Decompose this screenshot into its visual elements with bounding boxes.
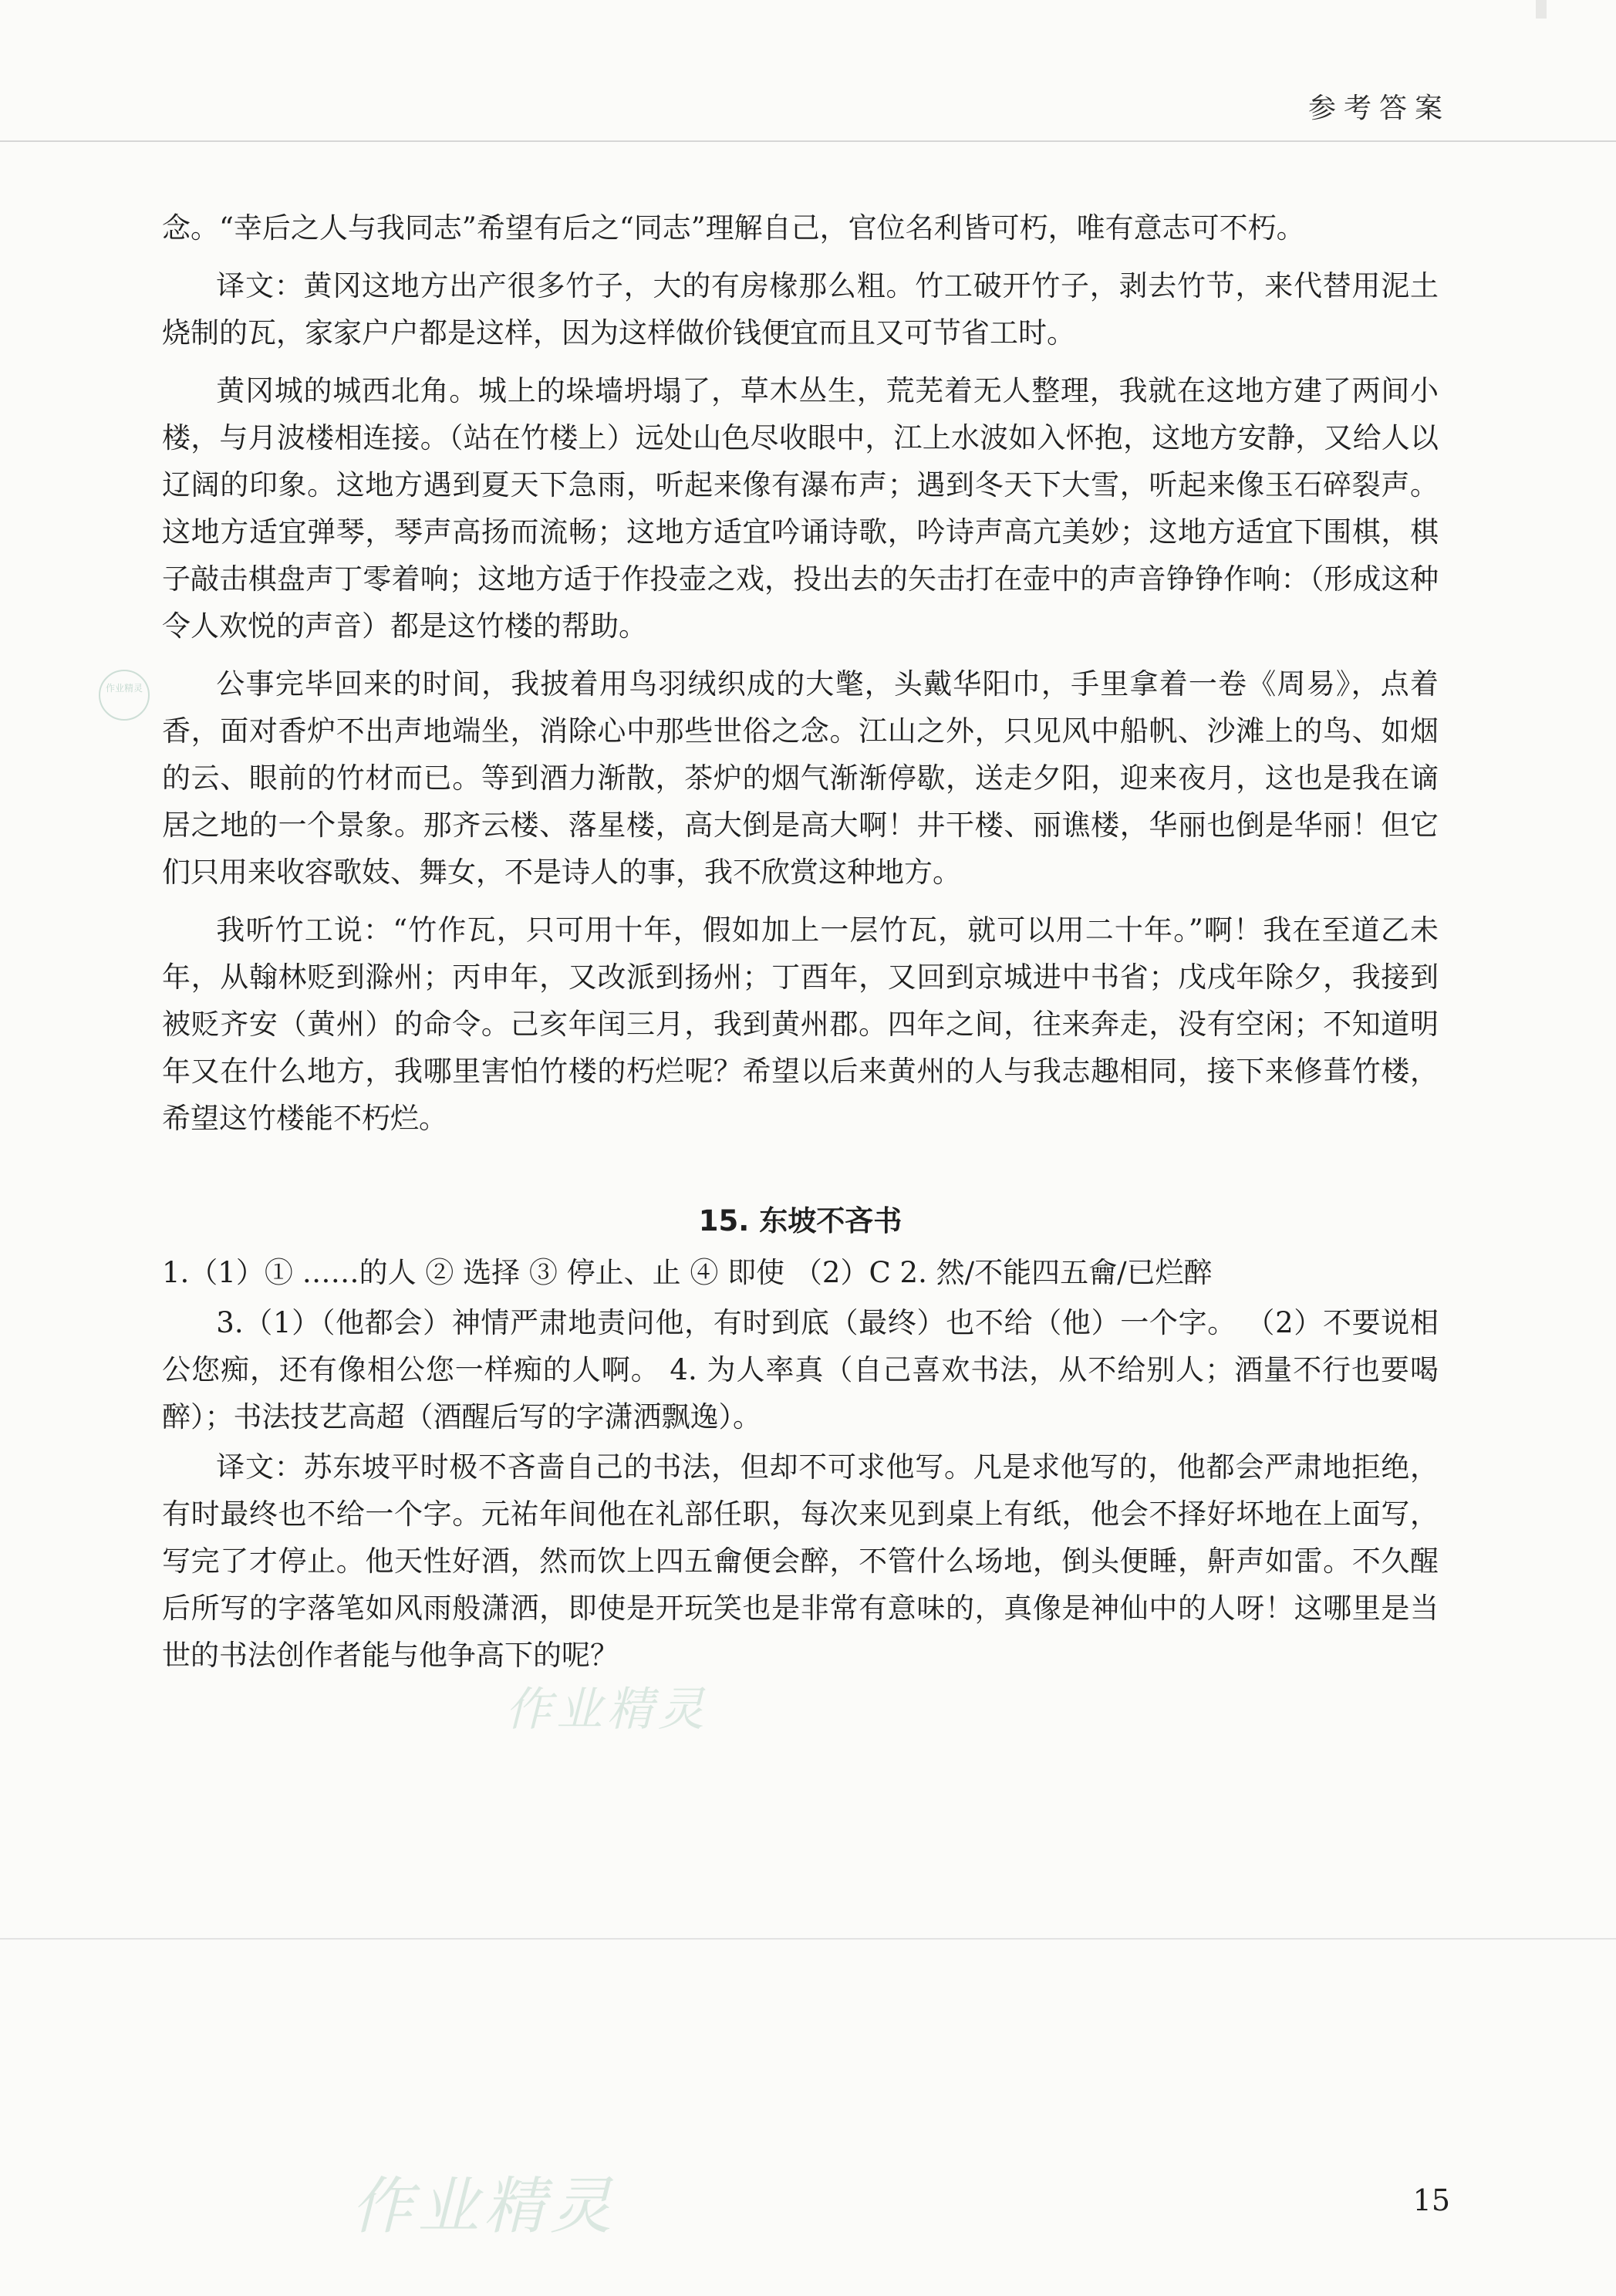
paragraph-dongpo-translation: 译文：苏东坡平时极不吝啬自己的书法，但却不可求他写。凡是求他写的，他都会严肃地拒绝，有时最终也不给一个字。元祐年间他在礼部任职，每次来见到桌上有纸，他会不择好坏地在上面写，写完了才停止。他天性好酒，然而饮上四五龠便会醉，不管什么场地，倒头便睡，鼾声如雷。不久醒后所写的字落笔如风雨般潇洒，即使是开玩笑也是非常有意味的，真像是神仙中的人呀！这哪里是当世的书法创作者能与他争高下的呢？	[162, 1450, 1439, 1672]
page-edge-mark	[1536, 0, 1547, 19]
page-number: 15	[1412, 2183, 1450, 2217]
paragraph-leisure: 公事完毕回来的时间，我披着用鸟羽绒织成的大氅，头戴华阳巾，手里拿着一卷《周易》，点着香，面对香炉不出声地端坐，消除心中那些世俗之念。江山之外，只见风中船帆、沙滩上的鸟、如烟的云、眼前的竹材而已。等到酒力渐散，茶炉的烟气渐渐停歇，送走夕阳，迎来夜月，这也是我在谪居之地的一个景象。那齐云楼、落星楼，高大倒是高大啊！井干楼、丽谯楼，华丽也倒是华丽！但它们只用来收容歌妓、舞女，不是诗人的事，我不欣赏这种地方。	[162, 667, 1439, 889]
watermark-stamp: 作业精灵	[99, 670, 150, 721]
fold-line	[0, 1938, 1616, 1940]
answers-block	[162, 1249, 1439, 1440]
paragraph-bamboo-worker: 我听竹工说：“竹作瓦，只可用十年，假如加上一层竹瓦，就可以用二十年。”啊！我在至道乙未年，从翰林贬到滁州；丙申年，又改派到扬州；丁酉年，又回到京城进中书省；戊戌年除夕，我接到被贬齐安（黄州）的命令。己亥年闰三月，我到黄州郡。四年之间，往来奔走，没有空闲；不知道明年又在什么地方，我哪里害怕竹楼的朽烂呢？希望以后来黄州的人与我志趣相同，接下来修葺竹楼，希望这竹楼能不朽烂。	[162, 913, 1439, 1135]
watermark-text-1: 作业精灵	[505, 1683, 709, 1737]
watermark-text-2: 作业精灵	[351, 2170, 616, 2242]
header-title: 参考答案	[1307, 93, 1450, 124]
header-rule	[0, 140, 1616, 142]
main-content	[162, 204, 1439, 1690]
answer-line-2: 3.（1）（他都会）神情严肃地责问他，有时到底（最终）也不给（他）一个字。 （2）不要说相公您痴，还有像相公您一样痴的人啊。 4. 为人率真（自己喜欢书法，从不给别人；酒量不行也要喝醉）；书法技艺高超（酒醒后写的字潇洒飘逸）。	[162, 1306, 1439, 1433]
paragraph-continuation: 念。“幸后之人与我同志”希望有后之“同志”理解自己，官位名利皆可朽，唯有意志可不朽。	[162, 211, 1305, 245]
section-title: 15. 东坡不吝书	[698, 1204, 902, 1237]
paragraph-translation-intro: 译文：黄冈这地方出产很多竹子，大的有房椽那么粗。竹工破开竹子，剥去竹节，来代替用泥土烧制的瓦，家家户户都是这样，因为这样做价钱便宜而且又可节省工时。	[162, 269, 1439, 349]
paragraph-huanggang-city: 黄冈城的城西北角。城上的垛墙坍塌了，草木丛生，荒芜着无人整理，我就在这地方建了两间小楼，与月波楼相连接。（站在竹楼上）远处山色尽收眼中，江上水波如入怀抱，这地方安静，又给人以辽阔的印象。这地方遇到夏天下急雨，听起来像有瀑布声；遇到冬天下大雪，听起来像玉石碎裂声。这地方适宜弹琴，琴声高扬而流畅；这地方适宜吟诵诗歌，吟诗声高亢美妙；这地方适宜下围棋，棋子敲击棋盘声丁零着响；这地方适于作投壶之戏，投出去的矢击打在壶中的声音铮铮作响：（形成这种令人欢悦的声音）都是这竹楼的帮助。	[162, 374, 1439, 643]
answer-line-1: 1.（1）① ……的人 ② 选择 ③ 停止、止 ④ 即使 （2）C 2. 然/不能四五龠/已烂醉	[162, 1256, 1213, 1289]
